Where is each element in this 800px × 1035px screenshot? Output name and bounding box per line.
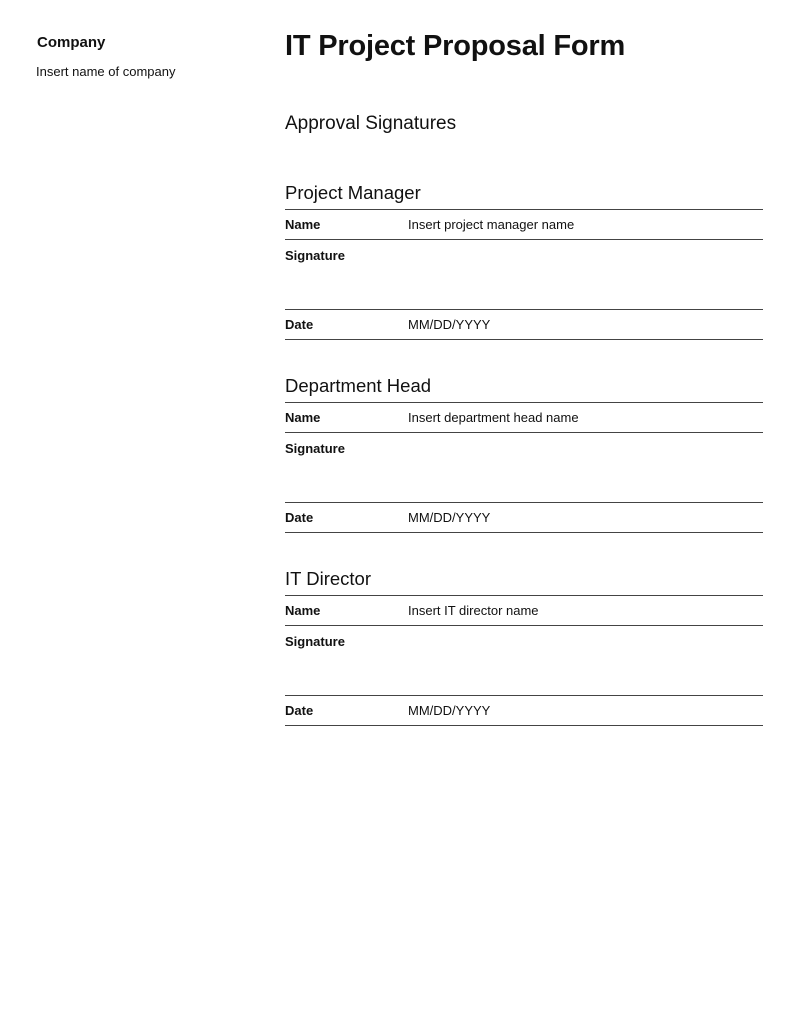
date-field[interactable]: MM/DD/YYYY [408,510,491,525]
approval-section-project-manager [285,180,763,340]
page-title: IT Project Proposal Form [285,30,626,62]
signature-label: Signature [285,441,345,456]
date-label: Date [285,703,314,718]
name-field[interactable]: Insert department head name [408,410,579,425]
date-label: Date [285,317,314,332]
name-row [285,596,763,626]
section-heading: Project Manager [285,180,763,210]
signature-row[interactable] [285,240,763,310]
approval-section-department-head [285,373,763,533]
approval-sections [285,180,763,759]
date-row [285,503,763,533]
signature-label: Signature [285,248,345,263]
name-row [285,210,763,240]
date-row [285,310,763,340]
name-label: Name [285,410,321,425]
name-row [285,403,763,433]
name-field[interactable]: Insert project manager name [408,217,575,232]
date-field[interactable]: MM/DD/YYYY [408,703,491,718]
date-field[interactable]: MM/DD/YYYY [408,317,491,332]
date-label: Date [285,510,314,525]
signature-label: Signature [285,634,345,649]
section-title: Approval Signatures [285,113,457,134]
section-heading: IT Director [285,566,763,596]
signature-row[interactable] [285,433,763,503]
name-label: Name [285,217,321,232]
name-field[interactable]: Insert IT director name [408,603,539,618]
signature-row[interactable] [285,626,763,696]
company-name-field[interactable]: Insert name of company [36,64,176,79]
company-label: Company [37,34,106,51]
date-row [285,696,763,726]
approval-section-it-director [285,566,763,726]
section-heading: Department Head [285,373,763,403]
name-label: Name [285,603,321,618]
